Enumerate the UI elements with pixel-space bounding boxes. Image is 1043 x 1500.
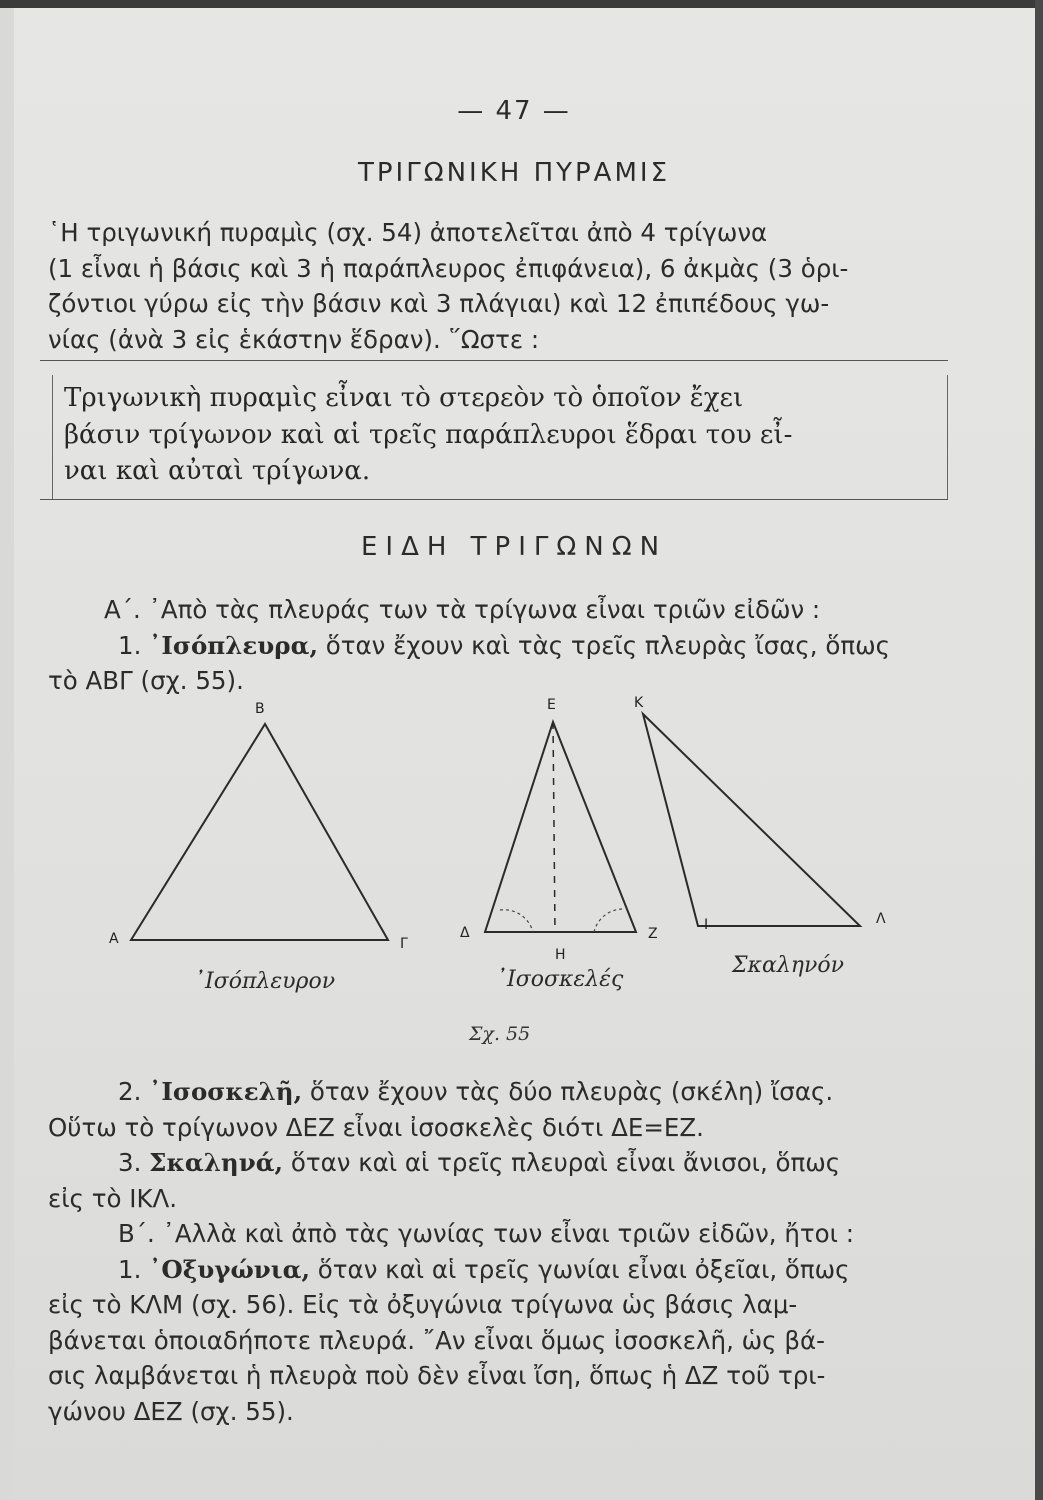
figure-caption: Σχ. 55: [469, 1023, 531, 1045]
heading-kinds-of-triangles: ΕΙΔΗ ΤΡΙΓΩΝΩΝ: [360, 532, 668, 562]
term-isoskeli: ᾿Ισοσκελῆ,: [149, 1077, 303, 1106]
scan-top-border: [0, 0, 1043, 8]
item-number: 2.: [118, 1077, 150, 1106]
intro-line: ζόντιοι γύρω εἰς τὴν βάσιν καὶ 3 πλάγιαι) καὶ 12 ἐπιπέδους γω-: [48, 289, 830, 318]
base-angle-arc-right: [594, 909, 622, 932]
base-angle-arc-left: [500, 910, 533, 932]
item-text: ὅταν καὶ αἱ τρεῖς γωνίαι εἶναι ὀξεῖαι, ὅπως: [310, 1254, 850, 1284]
handwritten-skalinon: Σκαληνόν: [732, 953, 844, 978]
section-b-intro: Β΄. ᾿Αλλὰ καὶ ἀπὸ τὰς γωνίας των εἶναι τριῶν εἰδῶν, ἤτοι :: [118, 1219, 854, 1248]
vertex-label-epsilon: Ε: [547, 697, 556, 713]
definition-line: βάσιν τρίγωνον καὶ αἱ τρεῖς παράπλευροι ἕδραι του εἶ-: [64, 419, 793, 450]
definition-line: Τριγωνικὴ πυραμὶς εἶναι τὸ στερεὸν τὸ ὁποῖον ἔχει: [64, 383, 744, 413]
section-a-item3-cont: εἰς τὸ ΙΚΛ.: [48, 1183, 178, 1213]
section-a-item2: [48, 1074, 954, 1110]
book-page: [14, 8, 1035, 1500]
vertex-label-beta: Β: [255, 701, 265, 717]
section-a-intro: Α΄. ᾿Απὸ τὰς πλευράς των τὰ τρίγωνα εἶναι τριῶν εἰδῶν :: [104, 595, 821, 624]
definition-line: ναι καὶ αὐταὶ τρίγωνα.: [64, 456, 371, 486]
vertex-label-delta: Δ: [460, 925, 470, 941]
section-b-line: γώνου ΔΕΖ (σχ. 55).: [48, 1396, 294, 1426]
scalene-triangle: [643, 714, 860, 926]
item-number: 1.: [118, 630, 150, 660]
term-isopleura: ᾿Ισόπλευρα,: [149, 630, 318, 660]
item-number: 1.: [118, 1254, 150, 1284]
handwritten-isopleuron: ᾿Ισόπλευρον: [194, 969, 336, 994]
section-b-line: βάνεται ὁποιαδήποτε πλευρά. ῎Αν εἶναι ὅμως ἰσοσκελῆ, ὡς βά-: [48, 1325, 825, 1355]
section-a-continued: [48, 1074, 954, 1429]
term-skalina: Σκαληνά,: [149, 1148, 284, 1177]
vertex-label-alpha: Α: [109, 931, 119, 947]
section-a-item1-cont: τὸ ΑΒΓ (σχ. 55).: [48, 666, 244, 695]
vertex-label-kappa: Κ: [634, 695, 644, 711]
heading-triangular-pyramid: ΤΡΙΓΩΝΙΚΗ ΠΥΡΑΜΙΣ: [358, 158, 670, 188]
vertex-label-zeta: Ζ: [648, 926, 658, 942]
isosceles-altitude: [553, 722, 555, 932]
equilateral-triangle: [131, 724, 388, 940]
section-a-item2-cont: Οὕτω τὸ τρίγωνον ΔΕΖ εἶναι ἰσοσκελὲς διότι ΔΕ=ΕΖ.: [48, 1112, 704, 1142]
section-b-line: σις λαμβάνεται ἡ πλευρὰ ποὺ δὲν εἶναι ἴση, ὅπως ἡ ΔΖ τοῦ τρι-: [48, 1361, 826, 1390]
item-text: ὅταν ἔχουν καὶ τὰς τρεῖς πλευρὰς ἴσας, ὅπως: [317, 630, 890, 660]
section-a-item3: [48, 1145, 954, 1181]
scan-right-border: [1035, 0, 1043, 1500]
vertex-label-iota: Ι: [704, 917, 709, 933]
intro-line: (1 εἶναι ἡ βάσις καὶ 3 ἡ παράπλευρος ἐπιφάνεια), 6 ἀκμὰς (3 ὁρι-: [48, 253, 849, 283]
vertex-label-gamma: Γ: [400, 936, 408, 952]
item-text: ὅταν καὶ αἱ τρεῖς πλευραὶ εἶναι ἄνισοι, ὅπως: [283, 1148, 841, 1177]
section-b-item1: [48, 1252, 954, 1288]
isosceles-triangle: [485, 722, 636, 932]
item-number: 3.: [118, 1148, 150, 1177]
handwritten-isoskeles: ᾿Ισοσκελές: [496, 967, 624, 992]
vertex-label-lambda: Λ: [876, 911, 886, 927]
section-b-line: εἰς τὸ ΚΛΜ (σχ. 56). Εἰς τὰ ὀξυγώνια τρίγωνα ὡς βάσις λαμ-: [48, 1290, 798, 1319]
intro-line: ῾Η τριγωνική πυραμὶς (σχ. 54) ἀποτελεῖται ἀπὸ 4 τρίγωνα: [48, 218, 768, 247]
item-text: ὅταν ἔχουν τὰς δύο πλευρὰς (σκέλη) ἴσας.: [302, 1077, 834, 1106]
vertex-label-eta: Η: [555, 947, 566, 963]
intro-line: νίας (ἀνὰ 3 εἰς ἑκάστην ἕδραν). ῞Ωστε :: [48, 324, 540, 354]
page-number: — 47 —: [457, 96, 571, 126]
term-oxygonia: ᾿Οξυγώνια,: [149, 1254, 311, 1284]
